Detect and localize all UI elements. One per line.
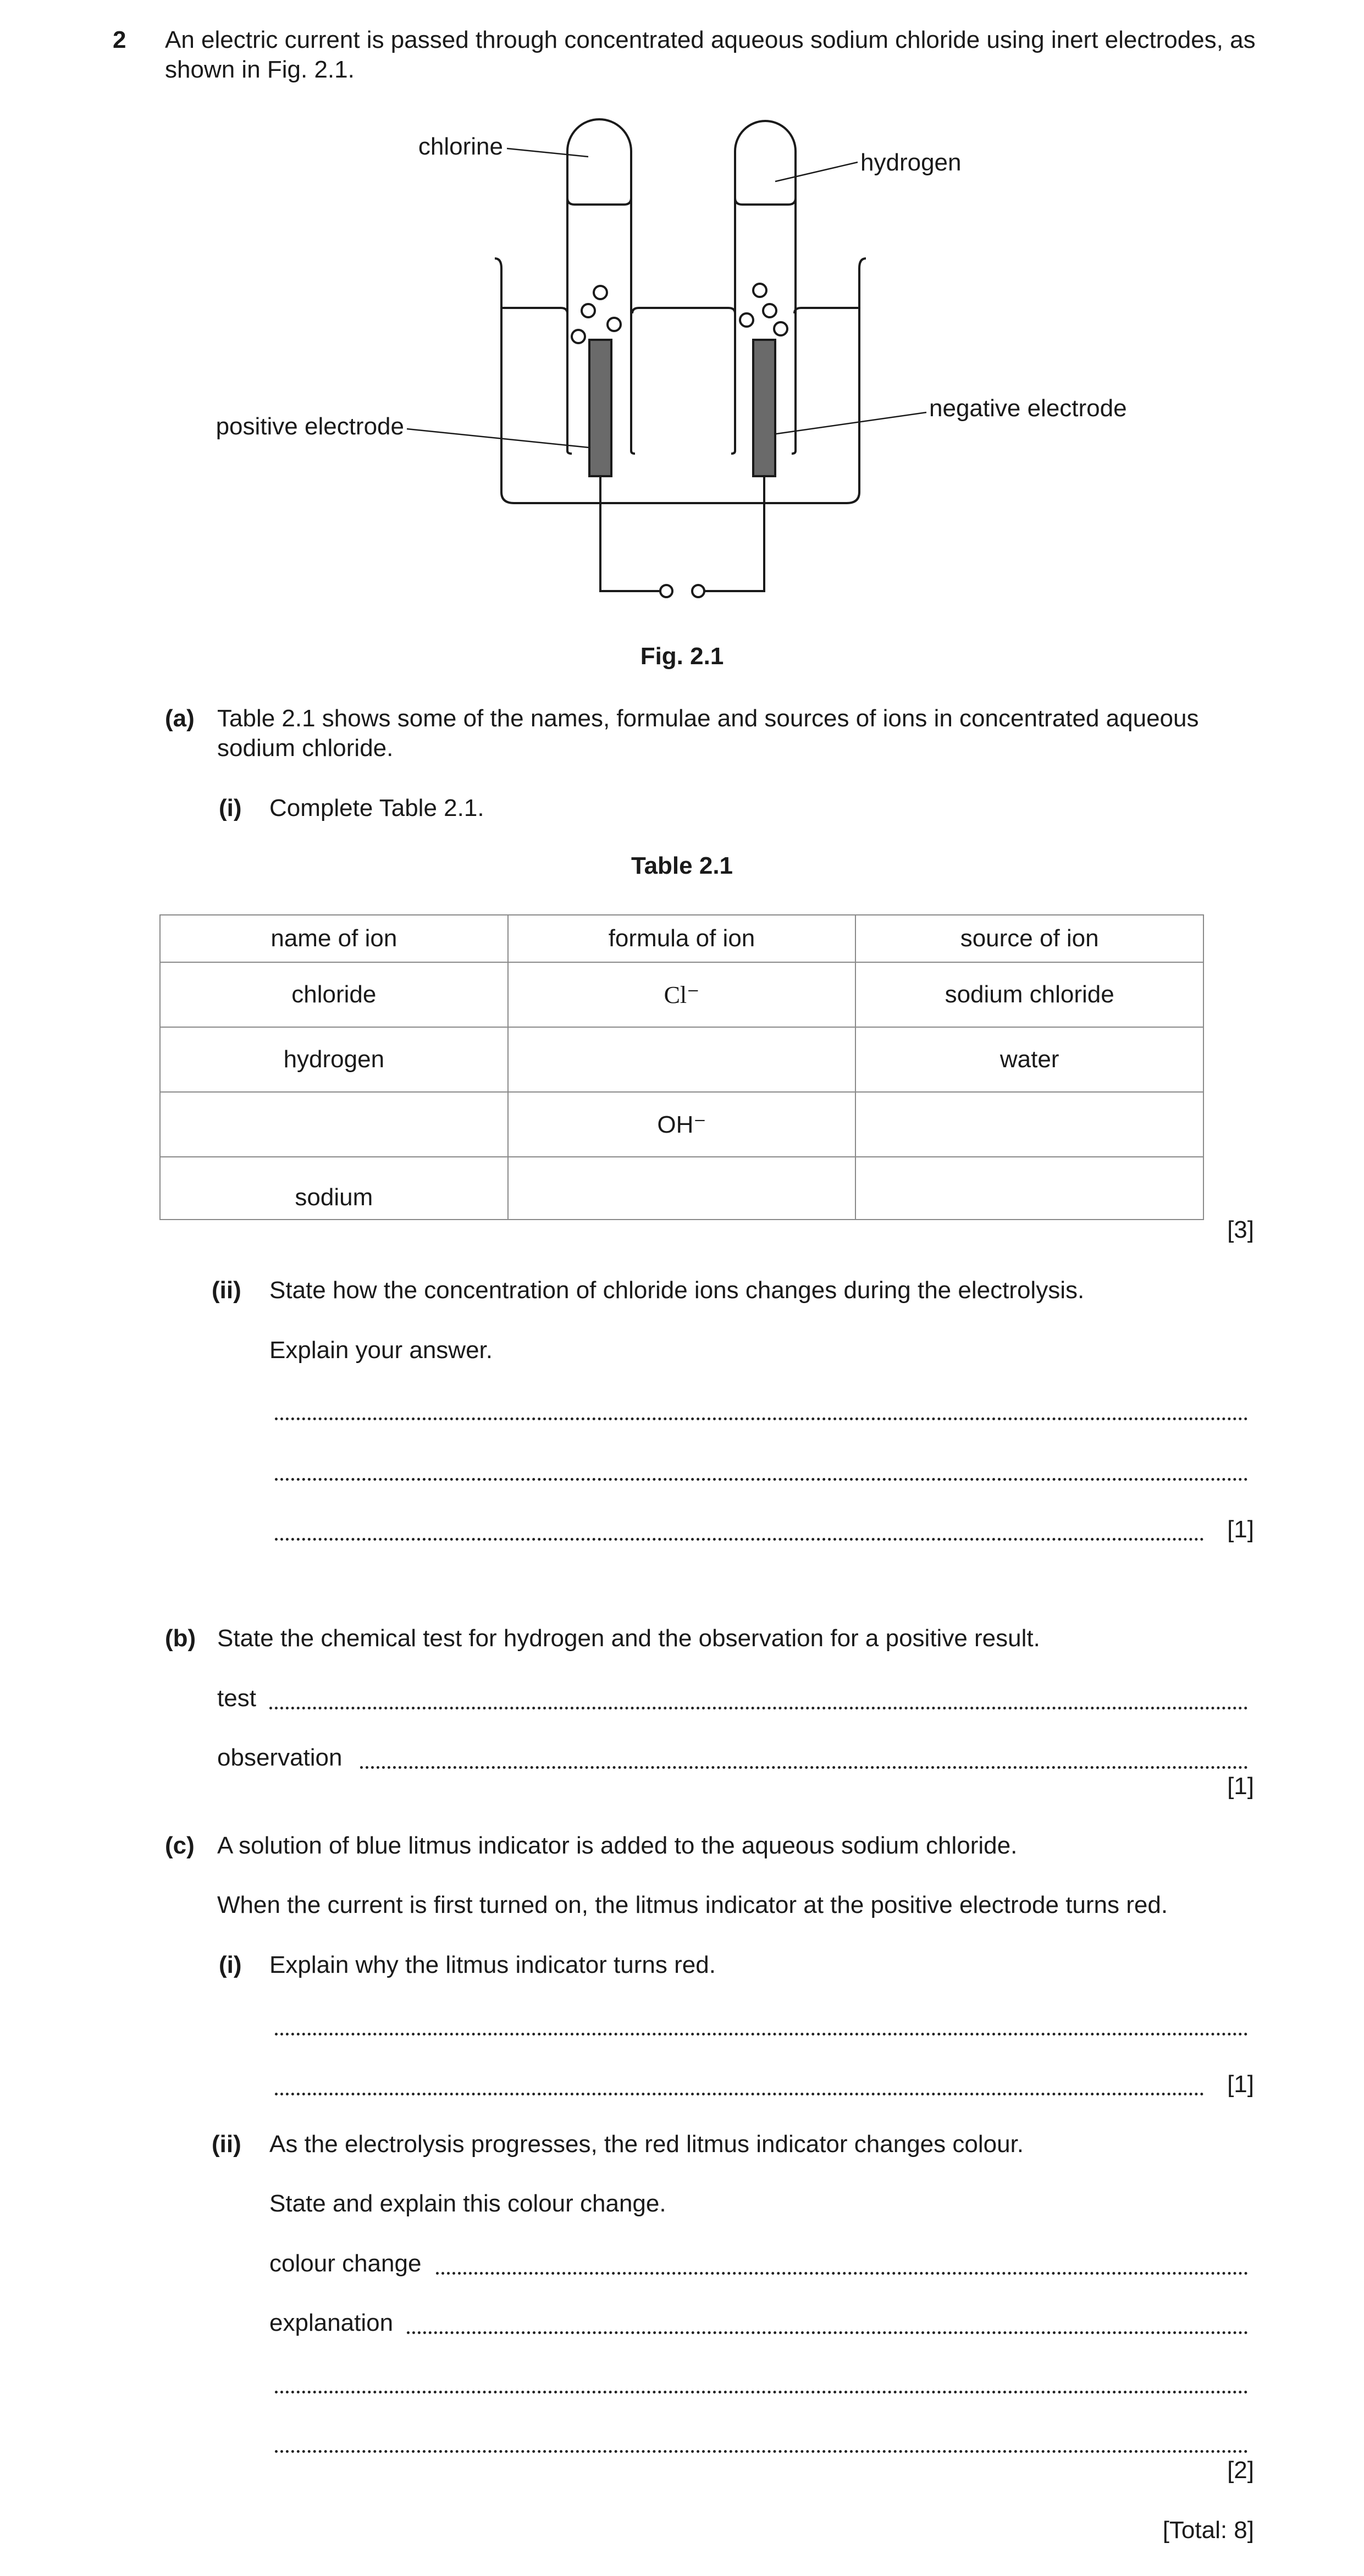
table-cell: sodium chloride [855,962,1203,1027]
table-cell-answer[interactable] [855,1157,1203,1220]
table-cell: hydrogen [160,1027,508,1092]
part-a-ii-label: (ii) [212,1277,241,1304]
liquid-surface [501,308,567,313]
table-cell: chloride [160,962,508,1027]
ion-table [159,914,1204,1220]
marks: [2] [1227,2457,1254,2484]
switch-terminal [660,585,672,597]
figure-caption: Fig. 2.1 [640,643,724,670]
part-c-ii-text2: State and explain this colour change. [269,2190,666,2217]
part-b-label: (b) [165,1625,196,1652]
answer-line[interactable] [275,2391,1248,2393]
marks: [1] [1227,2071,1254,2098]
beaker [495,258,866,503]
answer-line[interactable] [275,2033,1248,2036]
part-a-text: Table 2.1 shows some of the names, formulae and sources of ions in concentrated aqueous sodium chloride. [217,705,1199,762]
table-header: name of ion [160,915,508,962]
part-c-label: (c) [165,1832,195,1859]
part-c-ii-text: As the electrolysis progresses, the red litmus indicator changes colour. [269,2131,1024,2158]
marks: [1] [1227,1773,1254,1800]
answer-line[interactable] [275,2093,1204,2095]
answer-line[interactable] [275,1417,1248,1420]
observation-answer-line[interactable] [360,1766,1248,1769]
colour-change-answer-line[interactable] [436,2272,1248,2275]
bubble [594,286,607,299]
test-answer-line[interactable] [269,1707,1248,1709]
part-b-text: State the chemical test for hydrogen and the observation for a positive result. [217,1625,1040,1652]
electrolysis-diagram [0,0,1364,660]
positive-electrode [589,340,611,476]
table-title: Table 2.1 [631,852,733,879]
intro-text: An electric current is passed through concentrated aqueous sodium chloride using inert electrodes, as shown in Fig. 2.1. [165,26,1256,83]
table-row [160,962,1203,1027]
table-header: formula of ion [508,915,856,962]
explanation-answer-line[interactable] [407,2331,1248,2334]
part-c-i-text: Explain why the litmus indicator turns red. [269,1951,716,1978]
test-label: test [217,1685,256,1712]
marks: [3] [1227,1216,1254,1243]
label-hydrogen: hydrogen [860,149,962,176]
part-c-i-label: (i) [219,1951,242,1978]
table-row [160,1157,1203,1220]
table-row [160,1027,1203,1092]
answer-line[interactable] [275,1538,1204,1541]
label-negative-electrode: negative electrode [929,395,1127,422]
table-row [160,1092,1203,1157]
observation-label: observation [217,1744,343,1771]
table-cell: OH⁻ [508,1092,856,1157]
table-cell-answer[interactable] [508,1157,856,1220]
label-positive-electrode: positive electrode [216,413,404,440]
answer-line[interactable] [275,1478,1248,1481]
colour-change-label: colour change [269,2250,422,2277]
negative-electrode [753,340,775,476]
question-number: 2 [113,26,126,53]
table-header-row [160,915,1203,962]
part-a-ii-text2: Explain your answer. [269,1337,493,1364]
table-cell-answer[interactable] [160,1092,508,1157]
marks: [1] [1227,1516,1254,1543]
part-c-ii-label: (ii) [212,2131,241,2158]
part-a-i-text: Complete Table 2.1. [269,795,484,821]
part-c-text: A solution of blue litmus indicator is added to the aqueous sodium chloride. [217,1832,1018,1859]
circuit-wire [600,474,660,591]
answer-line[interactable] [275,2450,1248,2453]
table-cell-answer[interactable] [855,1092,1203,1157]
label-chlorine: chlorine [418,133,503,160]
total-marks: [Total: 8] [1162,2517,1254,2544]
part-a-ii-text: State how the concentration of chloride ions changes during the electrolysis. [269,1277,1085,1304]
table-cell: water [855,1027,1203,1092]
table-cell: Cl⁻ [508,962,856,1027]
part-a-label: (a) [165,705,195,732]
table-cell: sodium [160,1157,508,1220]
table-cell-answer[interactable] [508,1027,856,1092]
explanation-label: explanation [269,2309,394,2336]
part-a-i-label: (i) [219,795,242,821]
part-c-text2: When the current is first turned on, the litmus indicator at the positive electrode turns red. [217,1891,1168,1918]
table-header: source of ion [855,915,1203,962]
